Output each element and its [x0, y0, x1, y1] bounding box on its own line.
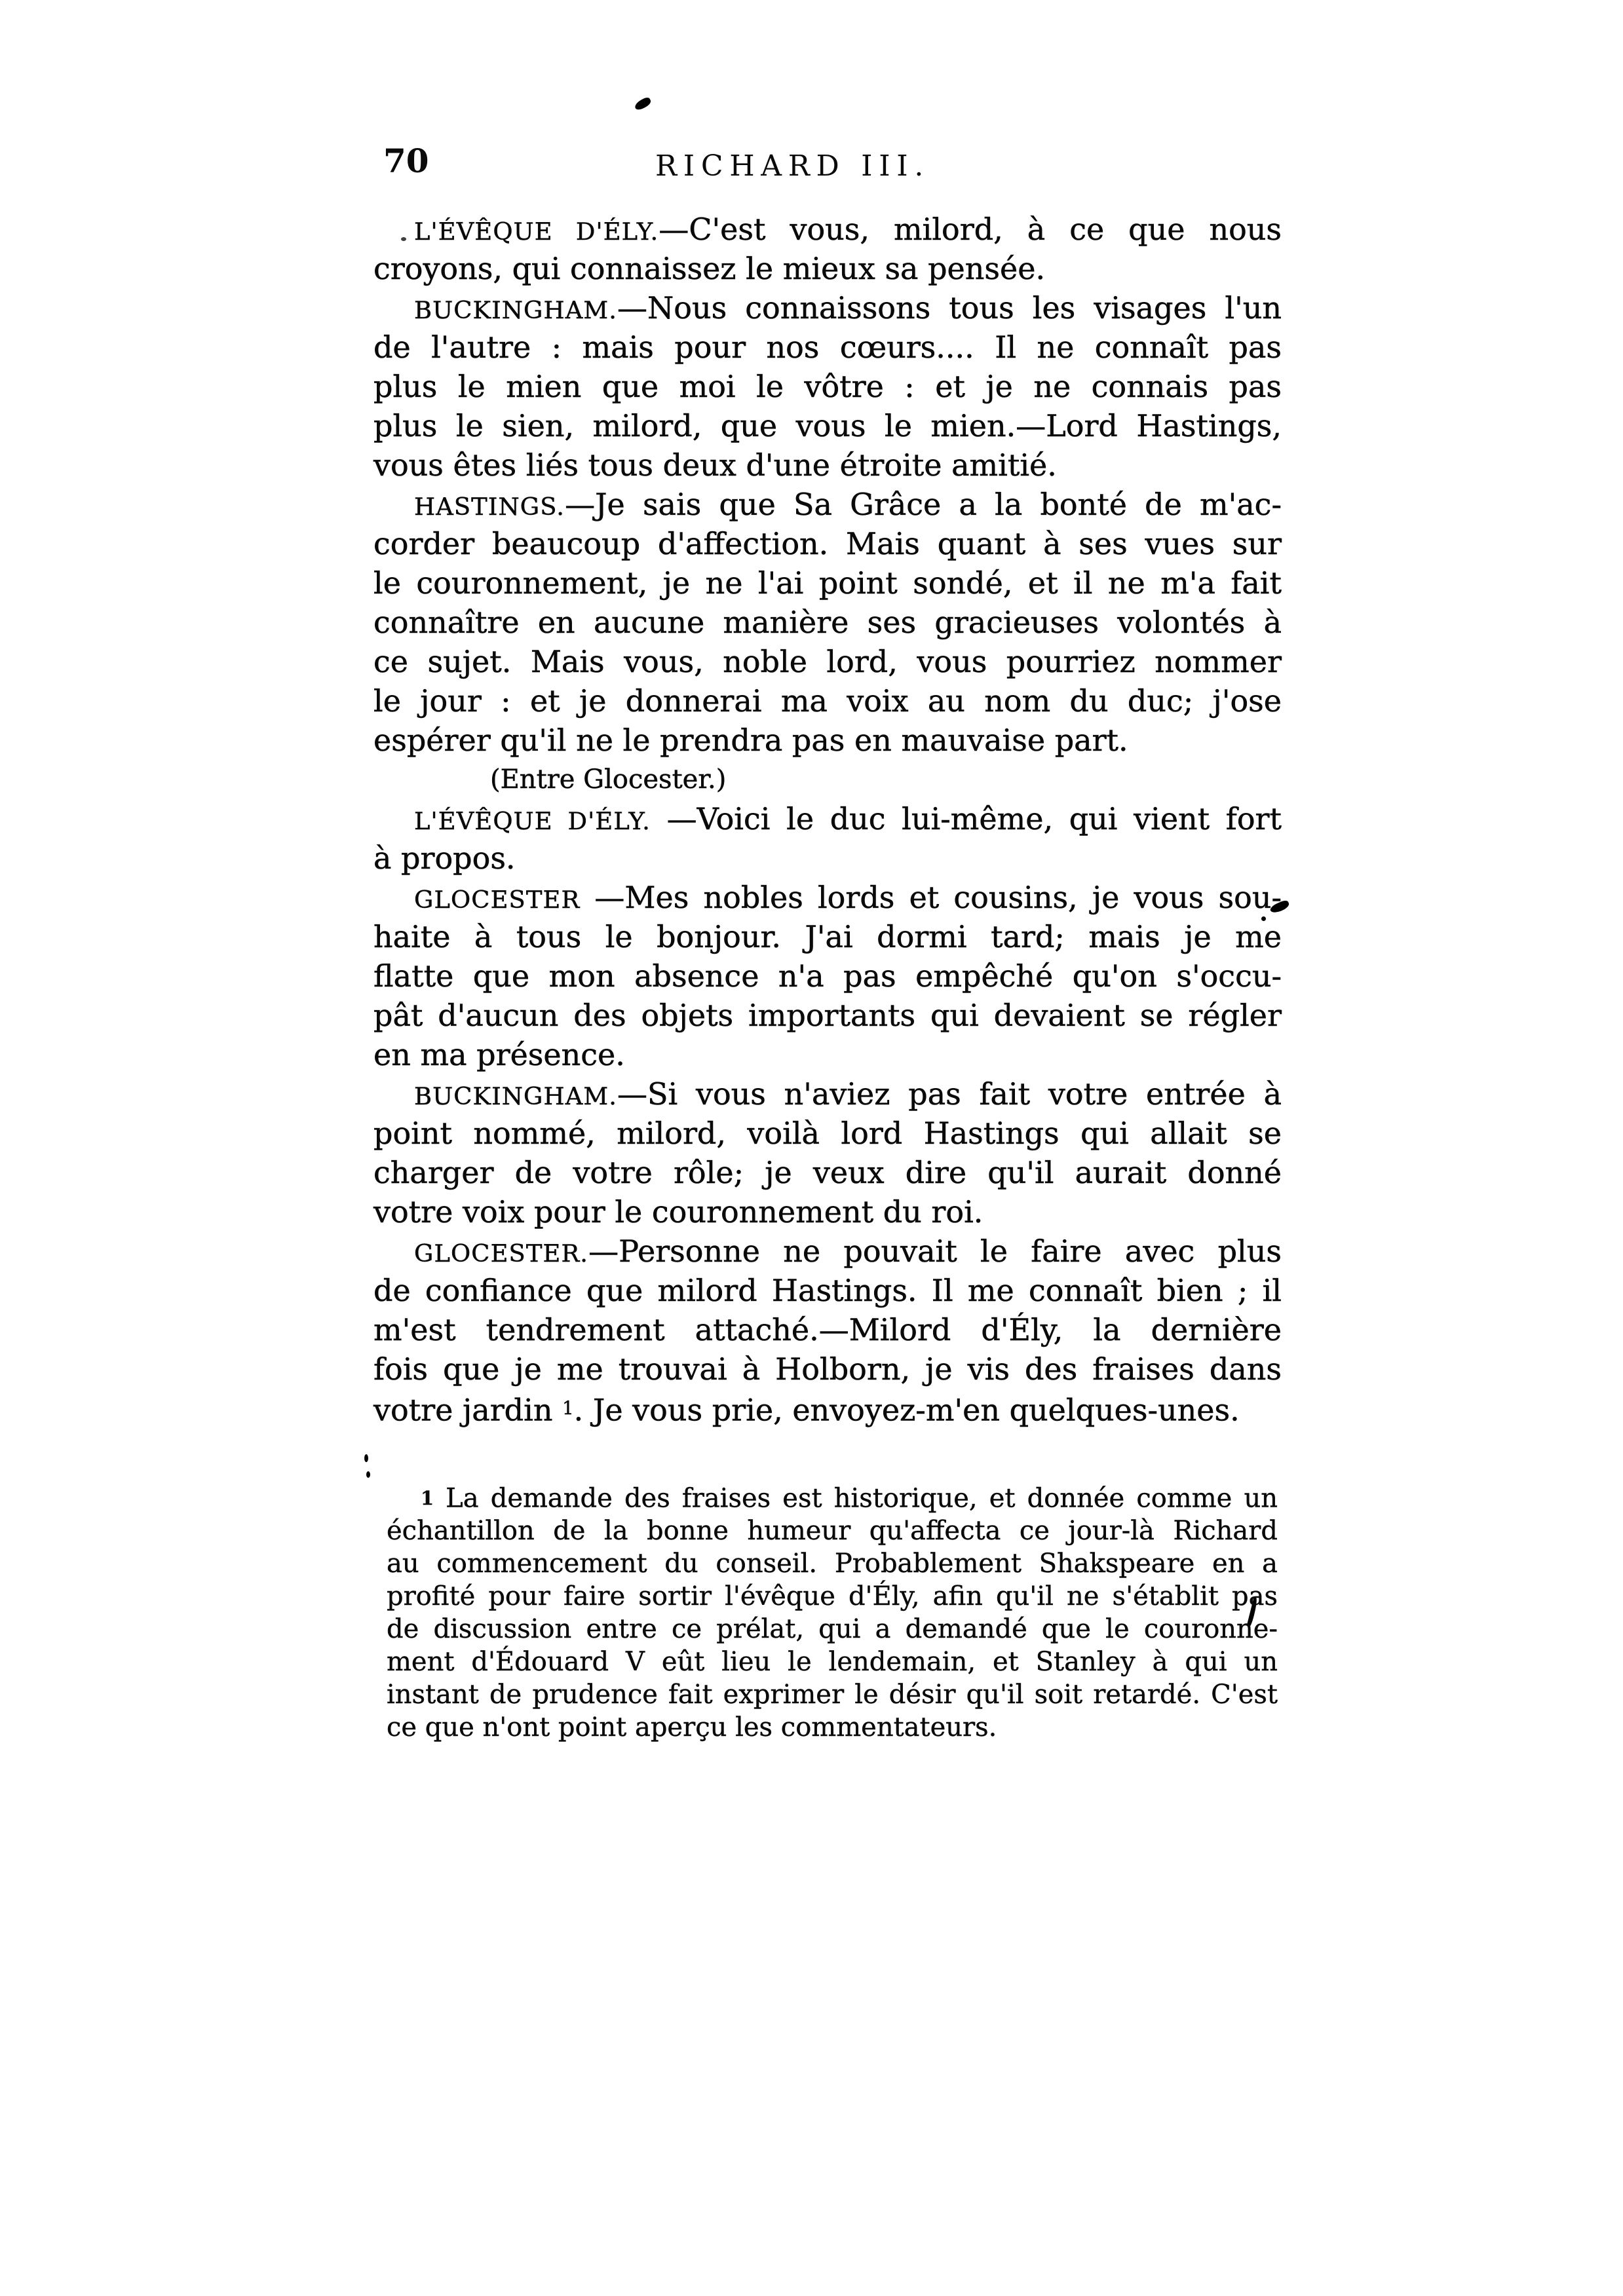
ink-blot — [633, 96, 652, 112]
footnote-line: échantillon de la bonne humeur qu'affecta ce jour-là Richard — [387, 1516, 1278, 1546]
dialogue-line — [373, 485, 1282, 524]
text-column — [373, 210, 1282, 1428]
footnote-text: La demande des fraises est historique, et donnée comme un — [434, 1483, 1278, 1514]
dialogue-line: connaître en aucune manière ses gracieuses volontés à — [373, 605, 1282, 640]
ink-speck — [364, 1454, 368, 1462]
ink-speck — [366, 1471, 370, 1478]
dialogue-line: pât d'aucun des objets importants qui devaient se régler — [373, 998, 1282, 1033]
dialogue-line: en ma présence. — [373, 1037, 625, 1072]
line-text: —Mes nobles lords et cousins, je vous sou- — [580, 880, 1282, 915]
speaker-name: GLOCESTER. — [414, 1239, 589, 1268]
dialogue-line: croyons, qui connaissez le mieux sa pensée. — [373, 251, 1046, 286]
dialogue-line — [373, 1232, 1282, 1271]
dialogue-line: fois que je me trouvai à Holborn, je vis des fraises dans — [373, 1351, 1282, 1387]
footnote-line — [387, 1482, 1278, 1515]
line-text: —C'est vous, milord, à ce que nous — [659, 212, 1282, 247]
dialogue-line — [373, 799, 1282, 838]
line-text: . Je vous prie, envoyez-m'en quelques-unes. — [573, 1392, 1240, 1428]
dialogue-line: plus le mien que moi le vôtre : et je ne connais pas — [373, 369, 1282, 404]
dialogue-line: ce sujet. Mais vous, noble lord, vous pourriez nommer — [373, 644, 1282, 679]
speaker-name: L'ÉVÊQUE D'ÉLY. — [414, 807, 651, 835]
page-number: 70 — [383, 141, 429, 180]
footnote-line: de discussion entre ce prélat, qui a demandé que le couronne- — [387, 1614, 1278, 1644]
dialogue-line — [373, 288, 1282, 328]
footnote-reference: 1 — [562, 1397, 574, 1419]
line-text: —Je sais que Sa Grâce a la bonté de m'ac- — [565, 487, 1282, 522]
footnote-marker: 1 — [421, 1487, 434, 1509]
dialogue-line: à propos. — [373, 840, 516, 876]
dialogue-line: haite à tous le bonjour. J'ai dormi tard; mais je me — [373, 919, 1282, 954]
dialogue-line: le jour : et je donnerai ma voix au nom du duc; j'ose — [373, 683, 1282, 719]
speaker-name: HASTINGS. — [414, 493, 565, 521]
line-text: —Personne ne pouvait le faire avec plus — [588, 1233, 1282, 1269]
dialogue-line: plus le sien, milord, que vous le mien.—Lord Hastings, — [373, 408, 1282, 443]
dialogue-line — [373, 878, 1282, 917]
line-text: —Nous connaissons tous les visages l'un — [617, 290, 1282, 326]
dialogue-line: votre voix pour le couronnement du roi. — [373, 1194, 983, 1230]
running-header: RICHARD III. — [655, 149, 930, 183]
footnote-line: ce que n'ont point aperçu les commentateurs. — [387, 1712, 997, 1742]
speaker-name: GLOCESTER — [414, 886, 581, 914]
speaker-name: L'ÉVÊQUE D'ÉLY. — [414, 217, 659, 246]
dialogue-line: vous êtes liés tous deux d'une étroite amitié. — [373, 447, 1057, 483]
dialogue-line: m'est tendrement attaché.—Milord d'Ély, la dernière — [373, 1312, 1282, 1347]
line-text: —Si vous n'aviez pas fait votre entrée à — [617, 1076, 1282, 1112]
dialogue-line: de confiance que milord Hastings. Il me connaît bien ; il — [373, 1273, 1282, 1308]
speaker-name: BUCKINGHAM. — [414, 296, 618, 324]
footnote-line: profité pour faire sortir l'évêque d'Ély, afin qu'il ne s'établit pas — [387, 1581, 1278, 1611]
dialogue-line: point nommé, milord, voilà lord Hastings qui allait se — [373, 1116, 1282, 1151]
dialogue-line: charger de votre rôle; je veux dire qu'il aurait donné — [373, 1155, 1282, 1190]
dialogue-line — [373, 1074, 1282, 1114]
dialogue-line — [373, 1389, 1282, 1428]
footnote-line: ment d'Édouard V eût lieu le lendemain, et Stanley à qui un — [387, 1647, 1278, 1677]
dialogue-line: corder beaucoup d'affection. Mais quant à ses vues sur — [373, 526, 1282, 561]
dialogue-line — [373, 210, 1282, 249]
line-text: votre jardin — [373, 1392, 563, 1428]
speaker-name: BUCKINGHAM. — [414, 1082, 618, 1110]
dialogue-line: flatte que mon absence n'a pas empêché qu'on s'occu- — [373, 958, 1282, 994]
dialogue-line: de l'autre : mais pour nos cœurs.... Il ne connaît pas — [373, 329, 1282, 365]
dialogue-line: espérer qu'il ne le prendra pas en mauvaise part. — [373, 723, 1128, 758]
footnote-line: instant de prudence fait exprimer le désir qu'il soit retardé. C'est — [387, 1680, 1278, 1710]
footnote-line: au commencement du conseil. Probablement Shakspeare en a — [387, 1549, 1278, 1579]
dialogue-line: le couronnement, je ne l'ai point sondé, et il ne m'a fait — [373, 565, 1282, 601]
line-text: —Voici le duc lui-même, qui vient fort — [650, 801, 1282, 837]
stage-direction: (Entre Glocester.) — [490, 764, 727, 795]
footnote — [387, 1482, 1278, 1744]
